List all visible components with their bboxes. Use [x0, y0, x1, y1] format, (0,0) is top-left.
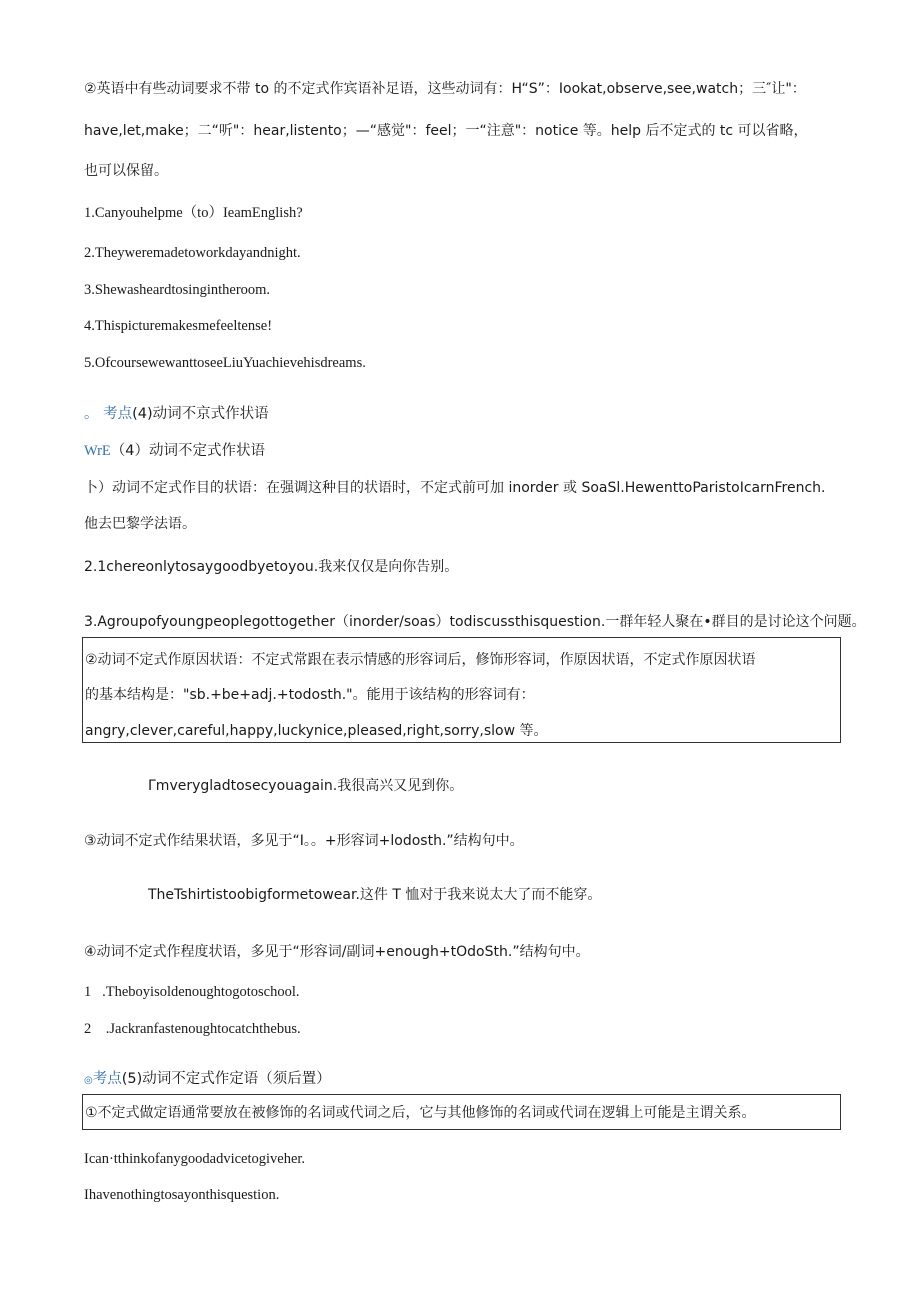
section-4-sub-prefix: WrE: [84, 443, 111, 459]
degree-example-1-number: 1: [84, 984, 92, 1000]
attributive-line-1: ①不定式做定语通常要放在被修饰的名词或代词之后，它与其他修饰的名词或代词在逻辑上可能是主谓关系。: [85, 1105, 756, 1121]
section-4-bullet: 。: [84, 406, 99, 422]
section-4-sub-title: （4）动词不定式作状语: [110, 443, 266, 459]
attributive-example-2: Ihavenothingtosayonthisquestion.: [84, 1187, 280, 1203]
degree-example-1-text: .Theboyisoldenoughtogotoschool.: [102, 984, 300, 1000]
section-4-subheading: [84, 441, 265, 461]
purpose-example-2: 2.1chereonlytosaygoodbyetoyou.我来仅仅是向你告别。: [84, 559, 459, 575]
degree-example-2-text: .Jackranfastenoughtocatchthebus.: [105, 1021, 301, 1037]
section-5-bullet: ◎: [84, 1075, 93, 1086]
example-2: 2.Theyweremadetoworkdayandnight.: [84, 245, 301, 261]
result-example: TheTshirtistoobigformetowear.这件 T 恤对于我来说太大了而不能穿。: [148, 887, 602, 903]
section-4-title: (4)动词不京式作状语: [132, 406, 269, 422]
example-4: 4.Thispicturemakesmefeeltense!: [84, 318, 273, 334]
intro-line-1: ②英语中有些动词要求不带 to 的不定式作宾语补足语，这些动词有：H“S”：Iookat,observe,see,watch；三″让"：: [84, 81, 806, 97]
section-4-tag: 考点: [103, 406, 133, 422]
cause-line-1: ②动词不定式作原因状语：不定式常跟在表示情感的形容词后，修饰形容词，作原因状语，不定式作原因状语: [85, 652, 756, 668]
cause-example: Γmverygladtosecyouagain.我很高兴又见到你。: [148, 778, 464, 794]
attributive-example-1: Ican·tthinkofanygoodadvicetogiveher.: [84, 1151, 306, 1167]
purpose-example-3: 3.Agroupofyoungpeoplegottogether（inorder/soas）todiscussthisquestion.一群年轻人聚在•群目的是讨论这个问题。: [84, 614, 866, 630]
cause-adverbial-box: [82, 637, 841, 743]
section-5-heading: [84, 1069, 331, 1091]
section-5-title: (5)动词不定式作定语（须后置）: [121, 1071, 331, 1087]
degree-example-2-number: 2: [84, 1021, 92, 1037]
cause-line-3: angry,clever,careful,happy,luckynice,pleased,right,sorry,slow 等。: [85, 723, 548, 739]
intro-line-3: 也可以保留。: [84, 163, 168, 179]
purpose-line-2: 他去巴黎学法语。: [84, 516, 196, 532]
purpose-line-1: 卜）动词不定式作目的状语：在强调这种目的状语时，不定式前可加 inorder 或 SoaSl.HewenttoParistoIcarnFrench.: [84, 480, 826, 496]
example-1: 1.Canyouhelpme（to）IeamEnglish?: [84, 205, 303, 221]
degree-line-1: ④动词不定式作程度状语，多见于“形容词/副词+enough+tOdoSth.”结构句中。: [84, 944, 590, 960]
section-4-heading: [84, 404, 269, 424]
degree-example-2: [84, 1019, 301, 1039]
section-5-tag: 考点: [92, 1071, 122, 1087]
intro-line-2: have,let,make；二“听"：hear,listento；—“感觉"：feel；一“注意"：notice 等。help 后不定式的 tc 可以省略，: [84, 123, 808, 139]
result-line-1: ③动词不定式作结果状语，多见于“I。。+形容词+lodosth.”结构句中。: [84, 833, 524, 849]
example-3: 3.Shewasheardtosingintheroom.: [84, 282, 271, 298]
example-5: 5.OfcoursewewanttoseeLiuYuachievehisdreams.: [84, 355, 366, 371]
attributive-box: [82, 1094, 841, 1130]
degree-example-1: [84, 982, 299, 1002]
cause-line-2: 的基本结构是："sb.+be+adj.+todosth."。能用于该结构的形容词有：: [85, 687, 535, 703]
